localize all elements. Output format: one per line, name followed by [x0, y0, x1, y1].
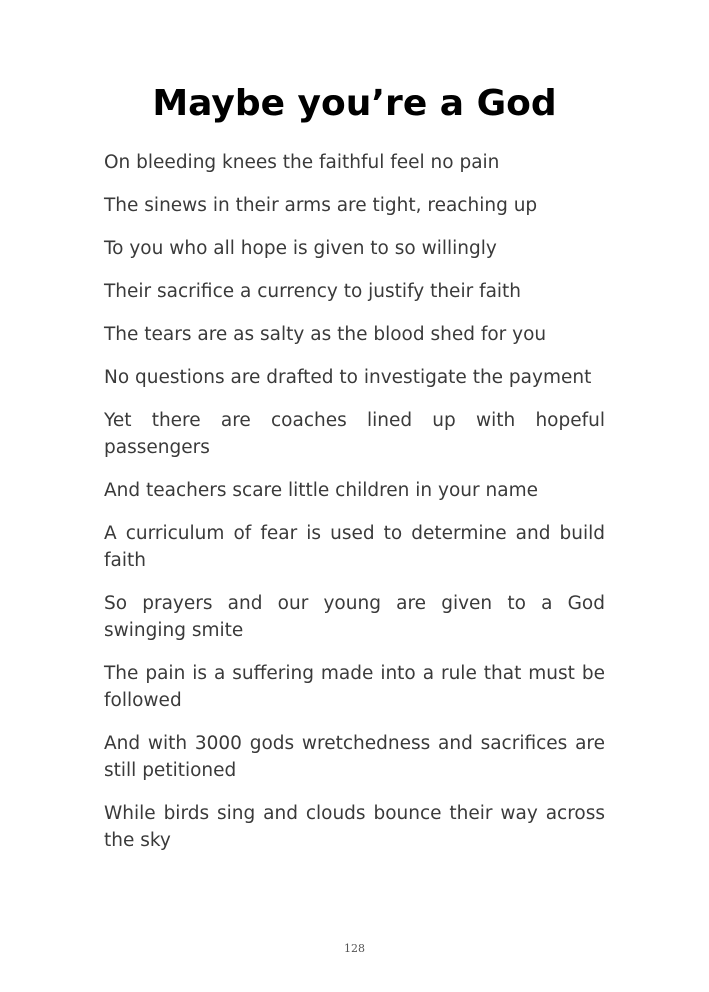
poem-title: Maybe you’re a God: [152, 83, 557, 124]
poem-line: A curriculum of fear is used to determine and build faith: [104, 523, 605, 571]
page-number: 128: [344, 942, 365, 955]
poem-line: The tears are as salty as the blood shed for you: [104, 324, 547, 345]
poem-line: Their sacrifice a currency to justify their faith: [104, 281, 522, 302]
poem-line: And teachers scare little children in your name: [104, 480, 538, 501]
poem-body: [104, 149, 605, 870]
poem-line: To you who all hope is given to so willingly: [104, 238, 497, 259]
poem-line: While birds sing and clouds bounce their way across the sky: [104, 803, 605, 851]
poem-line: No questions are drafted to investigate the payment: [104, 367, 592, 388]
poem-line: Yet there are coaches lined up with hopeful passengers: [104, 410, 605, 458]
poem-line: And with 3000 gods wretchedness and sacrifices are still petitioned: [104, 733, 605, 781]
poem-line: So prayers and our young are given to a God swinging smite: [104, 593, 605, 641]
poem-line: The sinews in their arms are tight, reaching up: [104, 195, 538, 216]
poem-line: The pain is a suffering made into a rule that must be followed: [104, 663, 605, 711]
poem-line: On bleeding knees the faithful feel no pain: [104, 152, 500, 173]
